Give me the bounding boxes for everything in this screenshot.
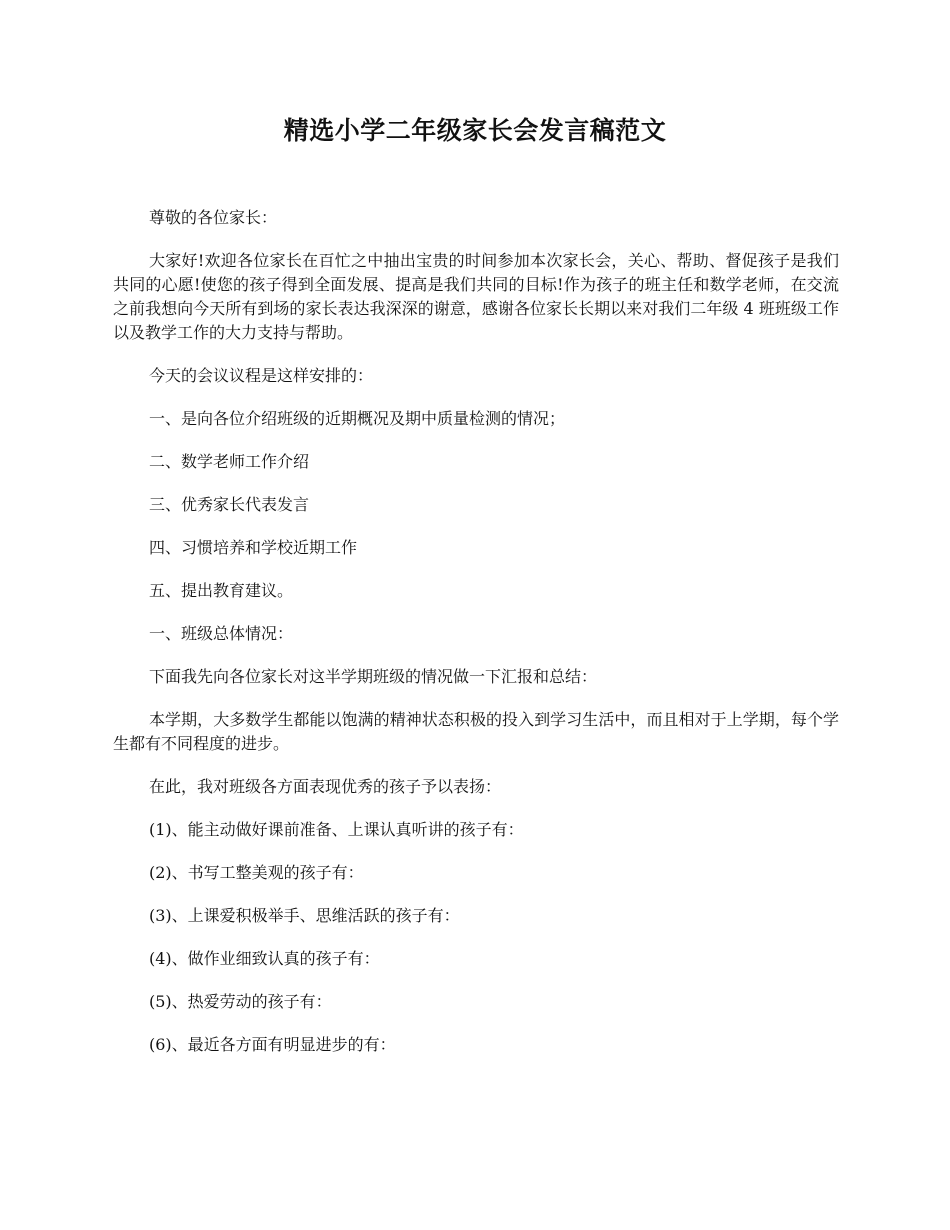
praise-item-1: (1)、能主动做好课前准备、上课认真听讲的孩子有：: [149, 820, 524, 839]
praise-item-3: (3)、上课爱积极举手、思维活跃的孩子有：: [149, 906, 460, 925]
paragraph-praise-intro: 在此，我对班级各方面表现优秀的孩子予以表扬：: [149, 777, 502, 796]
paragraph-salutation: 尊敬的各位家长：: [149, 208, 278, 227]
agenda-item-3: 三、优秀家长代表发言: [149, 495, 310, 514]
praise-item-5: (5)、热爱劳动的孩子有：: [149, 992, 332, 1011]
paragraph-agenda-intro: 今天的会议议程是这样安排的：: [149, 366, 374, 385]
agenda-item-2: 二、数学老师工作介绍: [149, 452, 310, 471]
document-body: [113, 206, 839, 1076]
praise-item-4: (4)、做作业细致认真的孩子有：: [149, 949, 380, 968]
agenda-item-1: 一、是向各位介绍班级的近期概况及期中质量检测的情况；: [149, 409, 566, 428]
section-heading-class-overview: 一、班级总体情况：: [149, 624, 294, 643]
paragraph-semester-progress: 本学期，大多数学生都能以饱满的精神状态积极的投入到学习生活中，而且相对于上学期，每个学生都有不同程度的进步。: [113, 710, 839, 753]
agenda-item-5: 五、提出教育建议。: [149, 581, 294, 600]
agenda-item-4: 四、习惯培养和学校近期工作: [149, 538, 358, 557]
praise-item-2: (2)、书写工整美观的孩子有：: [149, 863, 364, 882]
praise-item-6: (6)、最近各方面有明显进步的有：: [149, 1035, 396, 1054]
document-title: 精选小学二年级家长会发言稿范文: [283, 116, 667, 145]
paragraph-welcome: 大家好!欢迎各位家长在百忙之中抽出宝贵的时间参加本次家长会，关心、帮助、督促孩子是我们共同的心愿!使您的孩子得到全面发展、提高是我们共同的目标!作为孩子的班主任和数学老师，在交流之前我想向今天所有到场的家长表达我深深的谢意，感谢各位家长长期以来对我们二年级 4 班班级工作以及教学工作的大力支持与帮助。: [113, 251, 839, 342]
paragraph-report-intro: 下面我先向各位家长对这半学期班级的情况做一下汇报和总结：: [149, 667, 598, 686]
